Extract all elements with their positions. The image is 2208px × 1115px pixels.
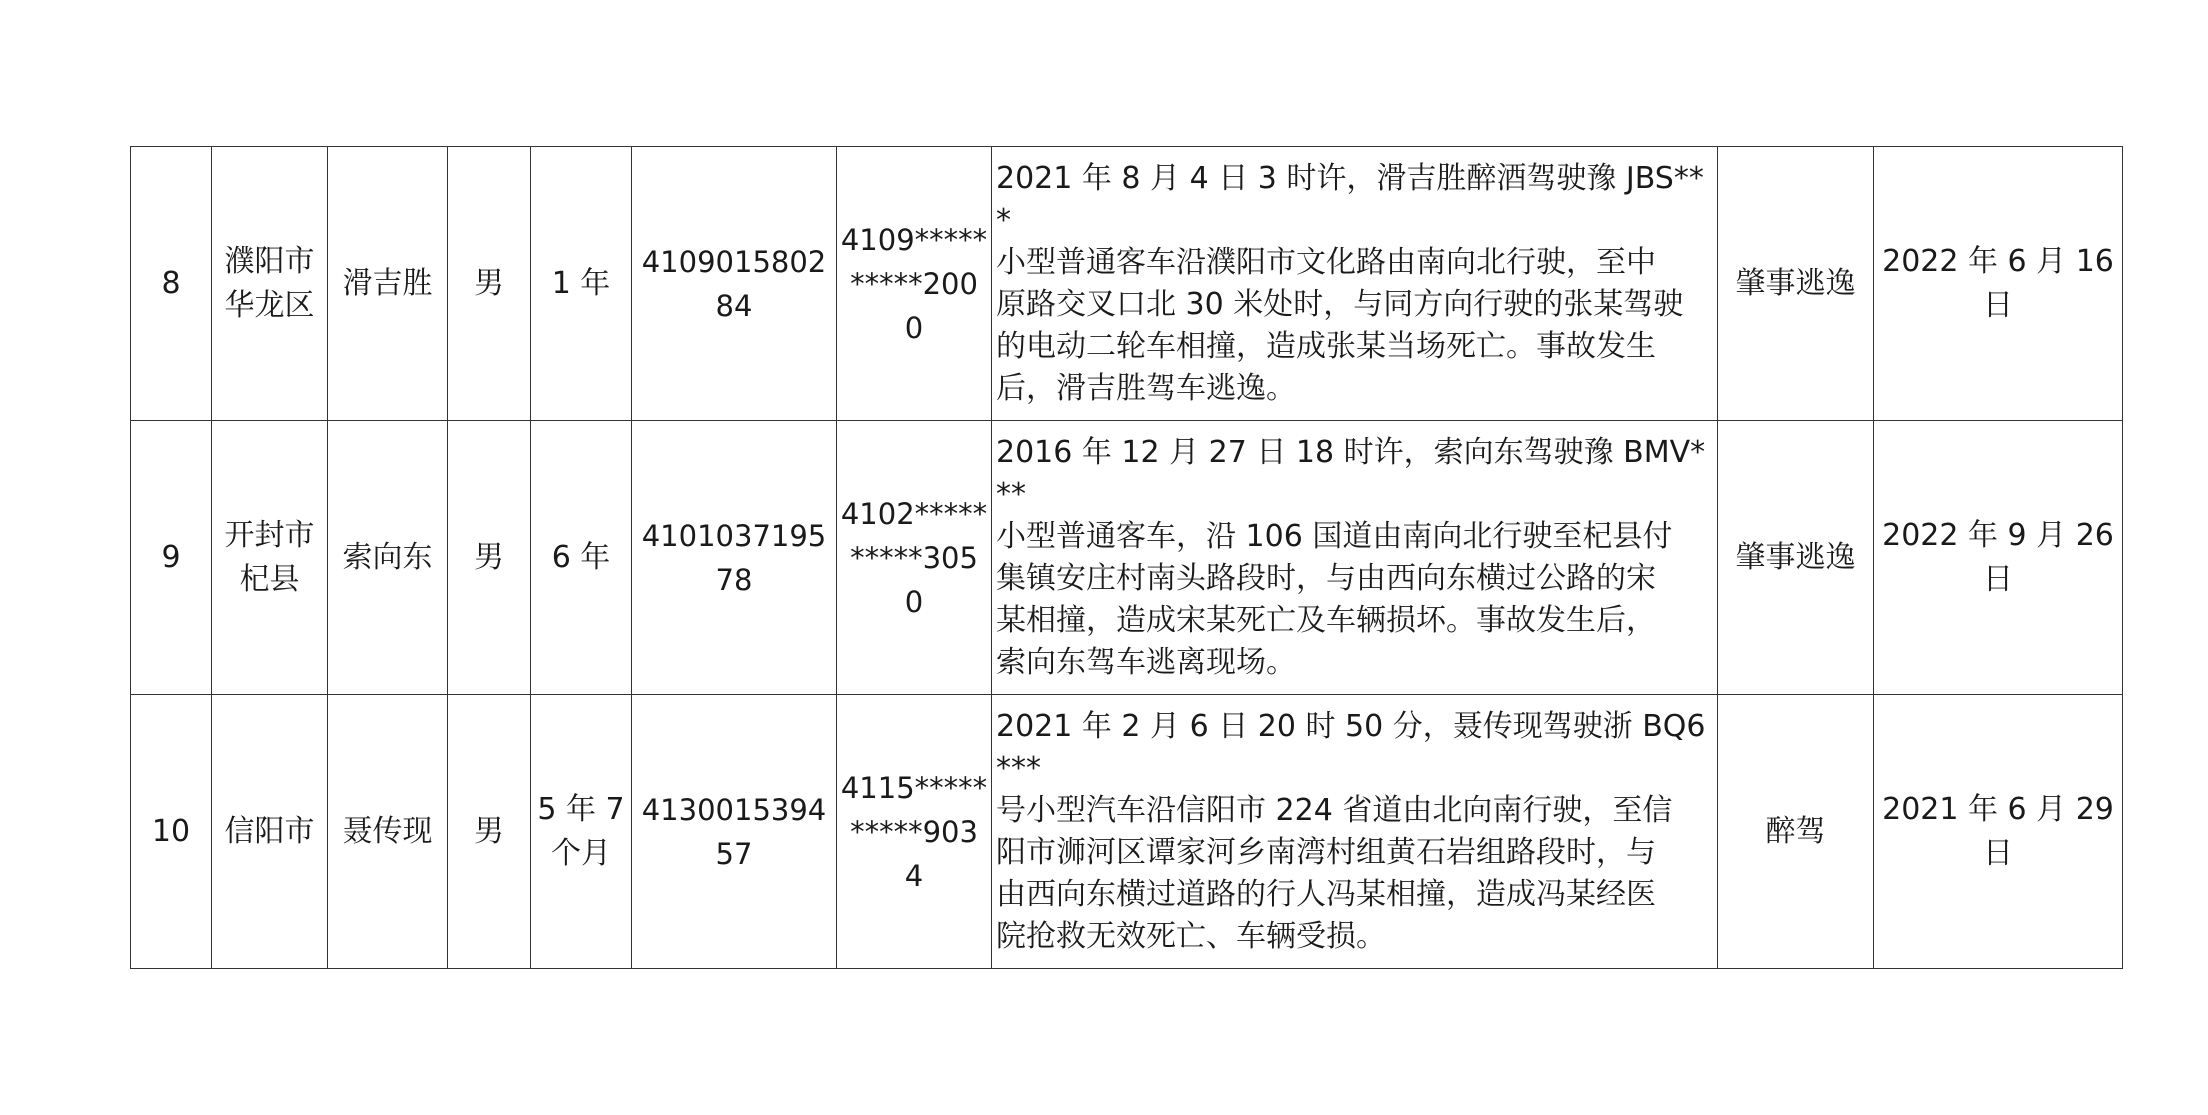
description-lines (996, 706, 1713, 958)
region-cell (212, 695, 328, 969)
region-lines (216, 810, 323, 854)
license-number-cell: 413001539457 (632, 695, 837, 969)
name-cell: 聂传现 (328, 695, 448, 969)
id-number-line: 4109***** (840, 222, 988, 257)
description-line: 2016 年 12 月 27 日 18 时许，索向东驾驶豫 BMV*** (996, 434, 1706, 512)
description-line: 集镇安庄村南头路段时，与由西向东横过公路的宋 (996, 560, 1656, 596)
region-line: 杞县 (239, 561, 300, 597)
id-number-line: *****903 (850, 814, 978, 849)
description-line: 由西向东横过道路的行人冯某相撞，造成冯某经医 (996, 876, 1656, 912)
id-number-line: 4 (904, 858, 924, 893)
id-number-lines (839, 218, 989, 350)
description-line: 后，滑吉胜驾车逃逸。 (996, 370, 1296, 406)
id-number-cell (837, 147, 992, 421)
license-number-cell: 410103719578 (632, 421, 837, 695)
period-line: 个月 (551, 835, 611, 871)
name-cell: 索向东 (328, 421, 448, 695)
gender-cell: 男 (448, 421, 531, 695)
gender-cell: 男 (448, 695, 531, 969)
region-cell (212, 421, 328, 695)
period-cell (531, 695, 632, 969)
table-row (131, 147, 2123, 421)
period-line: 1 年 (551, 265, 611, 301)
violation-cell: 肇事逃逸 (1718, 147, 1874, 421)
description-lines (996, 158, 1713, 410)
period-lines (535, 262, 627, 306)
row-number-cell: 8 (131, 147, 212, 421)
description-line: 的电动二轮车相撞，造成张某当场死亡。事故发生 (996, 328, 1656, 364)
description-line: 号小型汽车沿信阳市 224 省道由北向南行驶，至信 (996, 792, 1673, 828)
date-cell: 2022 年 6 月 16 日 (1874, 147, 2123, 421)
region-cell (212, 147, 328, 421)
violation-cell: 醉驾 (1718, 695, 1874, 969)
id-number-cell (837, 421, 992, 695)
region-line: 濮阳市 (224, 243, 315, 279)
period-lines (535, 788, 627, 876)
description-line: 小型普通客车，沿 106 国道由南向北行驶至杞县付 (996, 518, 1673, 554)
table-body (131, 147, 2123, 969)
region-lines (216, 240, 323, 328)
date-cell: 2021 年 6 月 29 日 (1874, 695, 2123, 969)
period-line: 6 年 (551, 539, 611, 575)
description-lines (996, 432, 1713, 684)
region-line: 开封市 (224, 517, 315, 553)
region-line: 信阳市 (224, 813, 315, 849)
violation-cell: 肇事逃逸 (1718, 421, 1874, 695)
name-cell: 滑吉胜 (328, 147, 448, 421)
description-line: 小型普通客车沿濮阳市文化路由南向北行驶，至中 (996, 244, 1656, 280)
table-row (131, 421, 2123, 695)
region-line: 华龙区 (224, 287, 315, 323)
description-line: 2021 年 2 月 6 日 20 时 50 分，聂传现驾驶浙 BQ6*** (996, 708, 1706, 786)
description-line: 院抢救无效死亡、车辆受损。 (996, 918, 1386, 954)
period-cell (531, 147, 632, 421)
description-line: 索向东驾车逃离现场。 (996, 644, 1296, 680)
description-line: 阳市浉河区谭家河乡南湾村组黄石岩组路段时，与 (996, 834, 1656, 870)
id-number-line: *****200 (850, 266, 978, 301)
row-number-cell: 9 (131, 421, 212, 695)
period-cell (531, 421, 632, 695)
row-number-cell: 10 (131, 695, 212, 969)
id-number-line: 0 (904, 310, 924, 345)
records-table (130, 146, 2123, 969)
id-number-cell (837, 695, 992, 969)
period-line: 5 年 7 (537, 791, 625, 827)
license-number-cell: 410901580284 (632, 147, 837, 421)
date-cell: 2022 年 9 月 26 日 (1874, 421, 2123, 695)
id-number-line: 4102***** (840, 496, 988, 531)
id-number-lines (839, 492, 989, 624)
description-line: 2021 年 8 月 4 日 3 时许，滑吉胜醉酒驾驶豫 JBS*** (996, 160, 1704, 238)
id-number-lines (839, 766, 989, 898)
region-lines (216, 514, 323, 602)
id-number-line: 4115***** (840, 770, 988, 805)
table-row (131, 695, 2123, 969)
description-line: 某相撞，造成宋某死亡及车辆损坏。事故发生后， (996, 602, 1656, 638)
description-cell (992, 421, 1718, 695)
description-cell (992, 147, 1718, 421)
id-number-line: 0 (904, 584, 924, 619)
gender-cell: 男 (448, 147, 531, 421)
id-number-line: *****305 (850, 540, 978, 575)
period-lines (535, 536, 627, 580)
description-cell (992, 695, 1718, 969)
description-line: 原路交叉口北 30 米处时，与同方向行驶的张某驾驶 (996, 286, 1684, 322)
